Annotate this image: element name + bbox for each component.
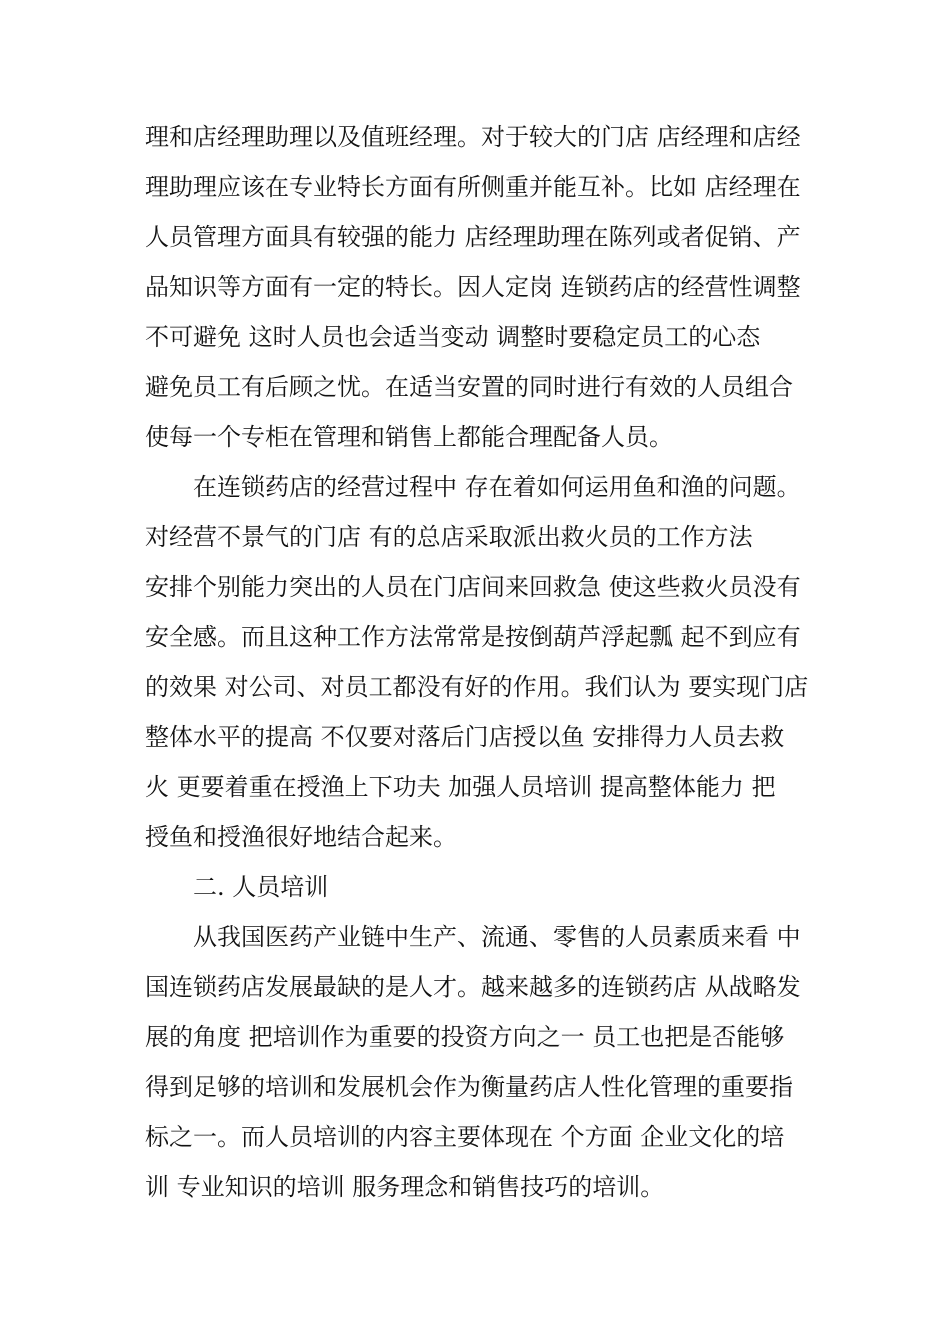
text-line: 训 专业知识的培训 服务理念和销售技巧的培训。	[145, 1173, 665, 1201]
text-line: 避免员工有后顾之忧。在适当安置的同时进行有效的人员组合	[145, 373, 793, 401]
text-line: 使每一个专柜在管理和销售上都能合理配备人员。	[145, 423, 673, 451]
text-line: 火 更要着重在授渔上下功夫 加强人员培训 提高整体能力 把	[145, 773, 776, 801]
text-line: 标之一。而人员培训的内容主要体现在 个方面 企业文化的培	[145, 1123, 785, 1151]
text-line: 从我国医药产业链中生产、流通、零售的人员素质来看 中	[193, 923, 801, 951]
section-heading-staff-training	[145, 862, 810, 912]
paragraph-staffing	[145, 112, 810, 462]
text-line: 展的角度 把培训作为重要的投资方向之一 员工也把是否能够	[145, 1023, 785, 1051]
text-line: 安排个别能力突出的人员在门店间来回救急 使这些救火员没有	[145, 573, 801, 601]
text-line: 安全感。而且这种工作方法常常是按倒葫芦浮起瓢 起不到应有	[145, 623, 801, 651]
text-line: 在连锁药店的经营过程中 存在着如何运用鱼和渔的问题。	[193, 473, 801, 501]
document-body	[145, 112, 810, 1212]
text-line: 整体水平的提高 不仅要对落后门店授以鱼 安排得力人员去救	[145, 723, 785, 751]
text-line: 理助理应该在专业特长方面有所侧重并能互补。比如 店经理在	[145, 173, 801, 201]
paragraph-training	[145, 912, 810, 1212]
text-line: 不可避免 这时人员也会适当变动 调整时要稳定员工的心态	[145, 323, 761, 351]
text-line: 品知识等方面有一定的特长。因人定岗 连锁药店的经营性调整	[145, 273, 801, 301]
text-line: 国连锁药店发展最缺的是人才。越来越多的连锁药店 从战略发	[145, 973, 801, 1001]
section-heading-text: 二. 人员培训	[193, 873, 329, 901]
text-line: 得到足够的培训和发展机会作为衡量药店人性化管理的重要指	[145, 1073, 793, 1101]
text-line: 授鱼和授渔很好地结合起来。	[145, 823, 457, 851]
text-line: 的效果 对公司、对员工都没有好的作用。我们认为 要实现门店	[145, 673, 809, 701]
text-line: 理和店经理助理以及值班经理。对于较大的门店 店经理和店经	[145, 123, 801, 151]
text-line: 对经营不景气的门店 有的总店采取派出救火员的工作方法	[145, 523, 753, 551]
paragraph-fish-and-fishing	[145, 462, 810, 862]
text-line: 人员管理方面具有较强的能力 店经理助理在陈列或者促销、产	[145, 223, 801, 251]
